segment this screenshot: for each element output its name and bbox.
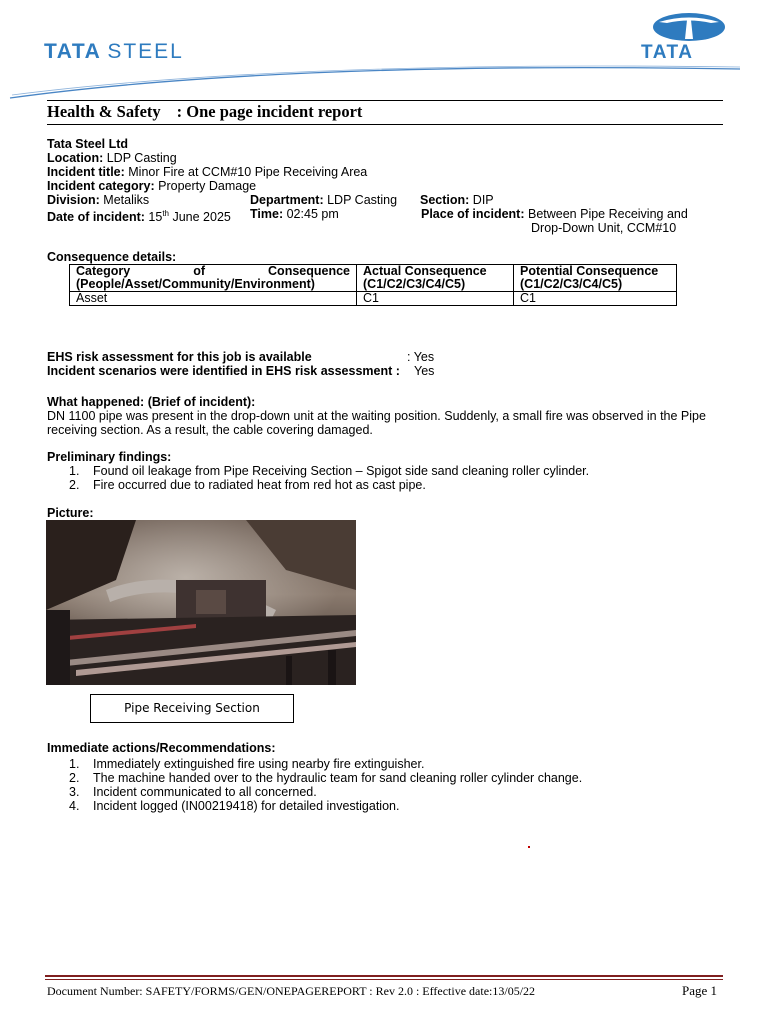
list-text: Found oil leakage from Pipe Receiving Section – Spigot side sand cleaning roller cylinder. [93,464,590,478]
list-item [47,771,582,785]
table-row [70,292,677,306]
actions-list [47,757,582,813]
division-label: Division: [47,193,100,207]
list-number: 2. [69,771,80,785]
date-rest: June 2025 [172,210,231,225]
footer-page-number: Page 1 [682,983,718,998]
header-word: Consequence [268,264,350,278]
date-day: 15 [148,210,163,225]
ehs-answer-1: : Yes [407,350,435,364]
incident-title-label: Incident title: [47,165,125,179]
header-word: of [193,264,206,278]
page-title [47,102,362,122]
incident-photo [46,520,356,685]
title-rule-top [47,100,723,101]
title-rule-bottom [47,124,723,125]
header-actual-line2: (C1/C2/C3/C4/C5) [363,277,466,291]
cell-category: Asset [70,292,357,306]
cell-potential: C1 [514,292,677,306]
title-prefix: Health & Safety [47,102,161,121]
department-value: LDP Casting [327,193,398,207]
tata-logo-word: TATA [641,42,694,63]
list-text: Incident communicated to all concerned. [93,785,317,799]
header-actual-line1: Actual Consequence [363,264,487,278]
department-line [250,193,397,207]
consequence-table [69,264,677,306]
date-label: Date of incident: [47,210,145,225]
place-line [421,207,688,221]
list-number: 3. [69,785,80,799]
table-header-row [70,265,677,292]
footer-document-number: Document Number: SAFETY/FORMS/GEN/ONEPAGEREPORT : Rev 2.0 : Effective date:13/05/22 [47,984,536,998]
section-label: Section: [420,193,470,207]
date-line [47,207,231,224]
brand-light: STEEL [107,40,184,63]
stray-mark [528,846,530,848]
title-main: : One page incident report [176,102,363,121]
list-text: The machine handed over to the hydraulic team for sand cleaning roller cylinder change. [93,771,583,785]
list-number: 4. [69,799,80,813]
location-line [47,151,177,165]
incident-category-line [47,179,256,193]
company-name: Tata Steel Ltd [47,137,129,151]
division-value: Metaliks [103,193,150,207]
what-happened-heading: What happened: (Brief of incident): [47,395,256,409]
place-label: Place of incident: [421,207,525,221]
list-text: Immediately extinguished fire using nearby fire extinguisher. [93,757,425,771]
what-happened-line1: DN 1100 pipe was present in the drop-down unit at the waiting position. Suddenly, a small fire was observed in the Pipe [47,409,706,423]
footer-rule-thin [45,979,723,980]
incident-title-value: Minor Fire at CCM#10 Pipe Receiving Area [128,165,368,179]
header-actual [357,265,514,292]
ehs-question-2: Incident scenarios were identified in EHS risk assessment : [47,364,400,378]
department-label: Department: [250,193,324,207]
list-item [47,464,589,478]
incident-title-line [47,165,367,179]
header-category [70,265,357,292]
list-number: 2. [69,478,80,492]
footer-rule-thick [45,975,723,977]
ehs-question-1: EHS risk assessment for this job is available [47,350,312,364]
picture-caption: Pipe Receiving Section [90,694,294,723]
findings-heading: Preliminary findings: [47,450,172,464]
section-value: DIP [472,193,494,207]
list-number: 1. [69,464,80,478]
consequence-heading: Consequence details: [47,250,177,264]
actions-heading: Immediate actions/Recommendations: [47,741,276,755]
ehs-answer-2: Yes [414,364,435,378]
time-value: 02:45 pm [286,207,339,221]
date-suffix: th [162,209,169,218]
header-swoosh [0,52,768,102]
time-line [250,207,339,221]
header-potential-line2: (C1/C2/C3/C4/C5) [520,277,623,291]
header-potential-line1: Potential Consequence [520,264,659,278]
picture-heading: Picture: [47,506,94,520]
list-text: Incident logged (IN00219418) for detailed investigation. [93,799,400,813]
division-line [47,193,149,207]
list-number: 1. [69,757,80,771]
list-item [47,785,582,799]
location-value: LDP Casting [106,151,177,165]
list-item [47,478,589,492]
place-value-line2: Drop-Down Unit, CCM#10 [531,221,677,235]
time-label: Time: [250,207,284,221]
place-value-line1: Between Pipe Receiving and [527,207,688,221]
incident-category-value: Property Damage [158,179,257,193]
findings-list [47,464,589,492]
incident-category-label: Incident category: [47,179,155,193]
header-potential [514,265,677,292]
header-category-line2: (People/Asset/Community/Environment) [76,277,315,291]
what-happened-line2: receiving section. As a result, the cable covering damaged. [47,423,373,437]
tata-logo-icon [651,11,727,43]
location-label: Location: [47,151,104,165]
header-word: Category [76,264,131,278]
cell-actual: C1 [357,292,514,306]
list-item [47,799,582,813]
list-text: Fire occurred due to radiated heat from red hot as cast pipe. [93,478,426,492]
brand-strong: TATA [44,40,102,63]
list-item [47,757,582,771]
section-line [420,193,494,207]
